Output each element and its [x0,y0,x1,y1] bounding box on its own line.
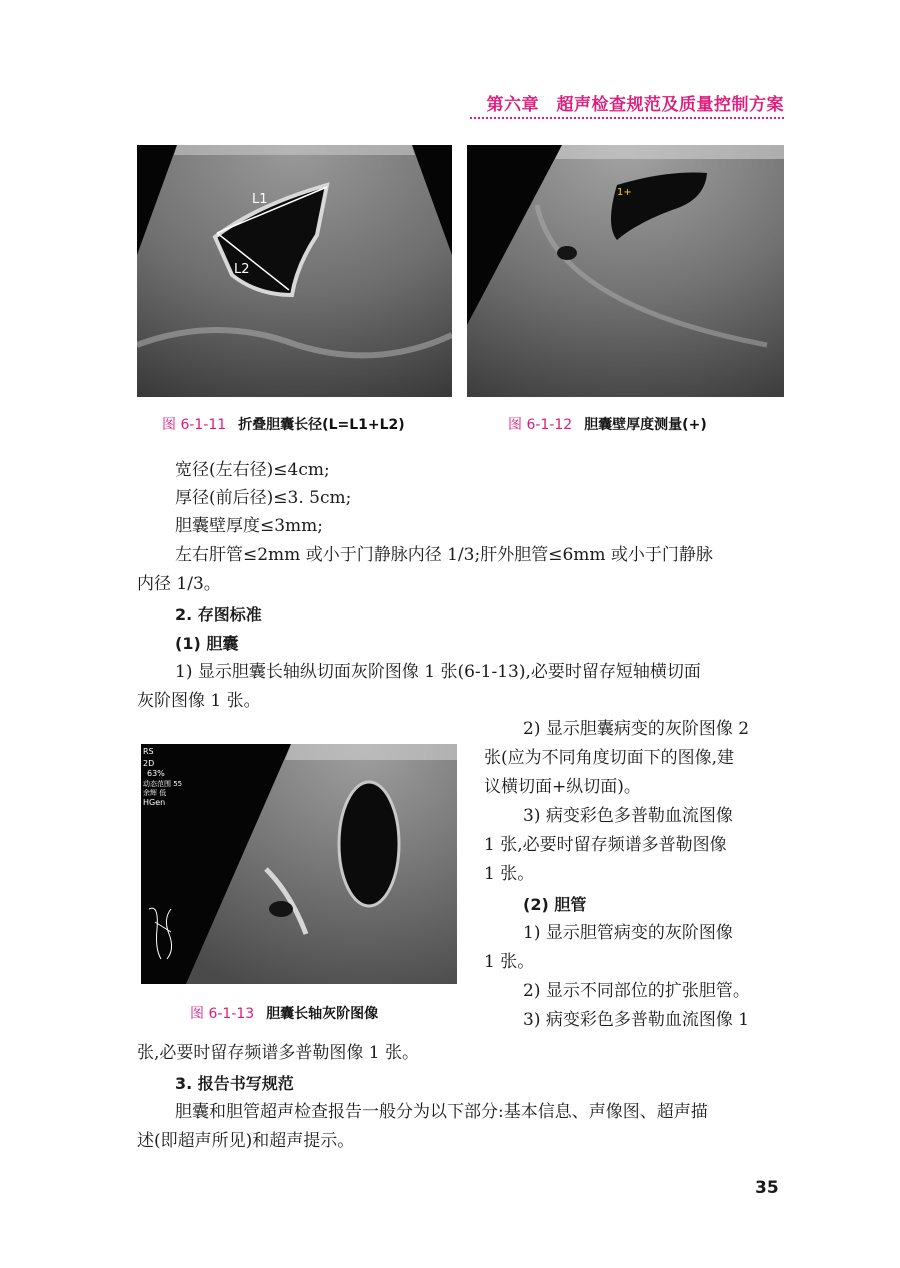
text-line: 张(应为不同角度切面下的图像,建 [484,748,735,768]
text-line: 灰阶图像 1 张。 [137,691,261,711]
ultrasound-scan-graphic [137,145,452,397]
overlay-hgen: HGen [143,798,166,807]
text-line: 2) 显示不同部位的扩张胆管。 [523,981,750,1001]
ultrasound-scan-graphic [467,145,784,397]
overlay-rs: RS [143,747,154,756]
text-line: 述(即超声所见)和超声提示。 [137,1131,355,1151]
label-l1: L1 [252,192,268,207]
text-line: 1 张。 [484,864,535,884]
figure-caption-text: 胆囊长轴灰阶图像 [266,1006,379,1022]
text-line: 左右肝管≤2mm 或小于门静脉内径 1/3;肝外胆管≤6mm 或小于门静脉 [175,545,713,565]
overlay-dynamic-range: 动态范围 55 [143,780,183,788]
overlay-persistence: 余辉 低 [143,789,167,797]
ultrasound-image-folded-gallbladder [137,145,452,397]
text-line: 1) 显示胆管病变的灰阶图像 [523,923,733,943]
text-line: 内径 1/3。 [137,574,221,594]
text-line: 张,必要时留存频谱多普勒图像 1 张。 [137,1043,420,1063]
figure-caption-6-1-12 [508,414,707,434]
figure-number: 图 6-1-13 [190,1006,255,1022]
ultrasound-scan-graphic [141,744,457,984]
text-line: 3) 病变彩色多普勒血流图像 [523,806,733,826]
subsection-heading: (1) 胆囊 [175,634,239,653]
ultrasound-image-gallbladder-long-axis [141,744,457,984]
figure-caption-text: 折叠胆囊长径(L=L1+L2) [238,417,405,433]
text-line: 1) 显示胆囊长轴纵切面灰阶图像 1 张(6-1-13),必要时留存短轴横切面 [175,662,701,682]
figure-caption-text: 胆囊壁厚度测量(+) [584,417,707,433]
page-number: 35 [755,1178,779,1198]
overlay-gain: 63% [147,769,165,778]
text-line: 1 张。 [484,952,535,972]
text-line: 议横切面+纵切面)。 [484,777,641,797]
body-mark-icon [149,908,172,959]
text-line: 胆囊壁厚度≤3mm; [175,516,324,536]
figure-number: 图 6-1-12 [508,417,573,433]
label-l2: L2 [234,262,250,277]
text-line: 3) 病变彩色多普勒血流图像 1 [523,1010,750,1030]
overlay-2d: 2D [143,759,155,768]
figure-caption-6-1-11 [162,414,405,434]
text-line: 宽径(左右径)≤4cm; [175,460,330,480]
text-line: 2) 显示胆囊病变的灰阶图像 2 [523,719,750,739]
header-divider [470,117,784,119]
section-heading: 3. 报告书写规范 [175,1074,294,1093]
text-line: 胆囊和胆管超声检查报告一般分为以下部分:基本信息、声像图、超声描 [175,1102,708,1122]
section-heading: 2. 存图标准 [175,605,262,624]
subsection-heading: (2) 胆管 [523,895,587,914]
chapter-header: 第六章 超声检查规范及质量控制方案 [486,95,784,115]
ultrasound-image-wall-thickness [467,145,784,397]
text-line: 1 张,必要时留存频谱多普勒图像 [484,835,727,855]
figure-number: 图 6-1-11 [162,417,227,433]
measurement-marker: 1+ [617,187,632,198]
figure-caption-6-1-13 [190,1003,378,1023]
text-line: 厚径(前后径)≤3. 5cm; [175,488,352,508]
